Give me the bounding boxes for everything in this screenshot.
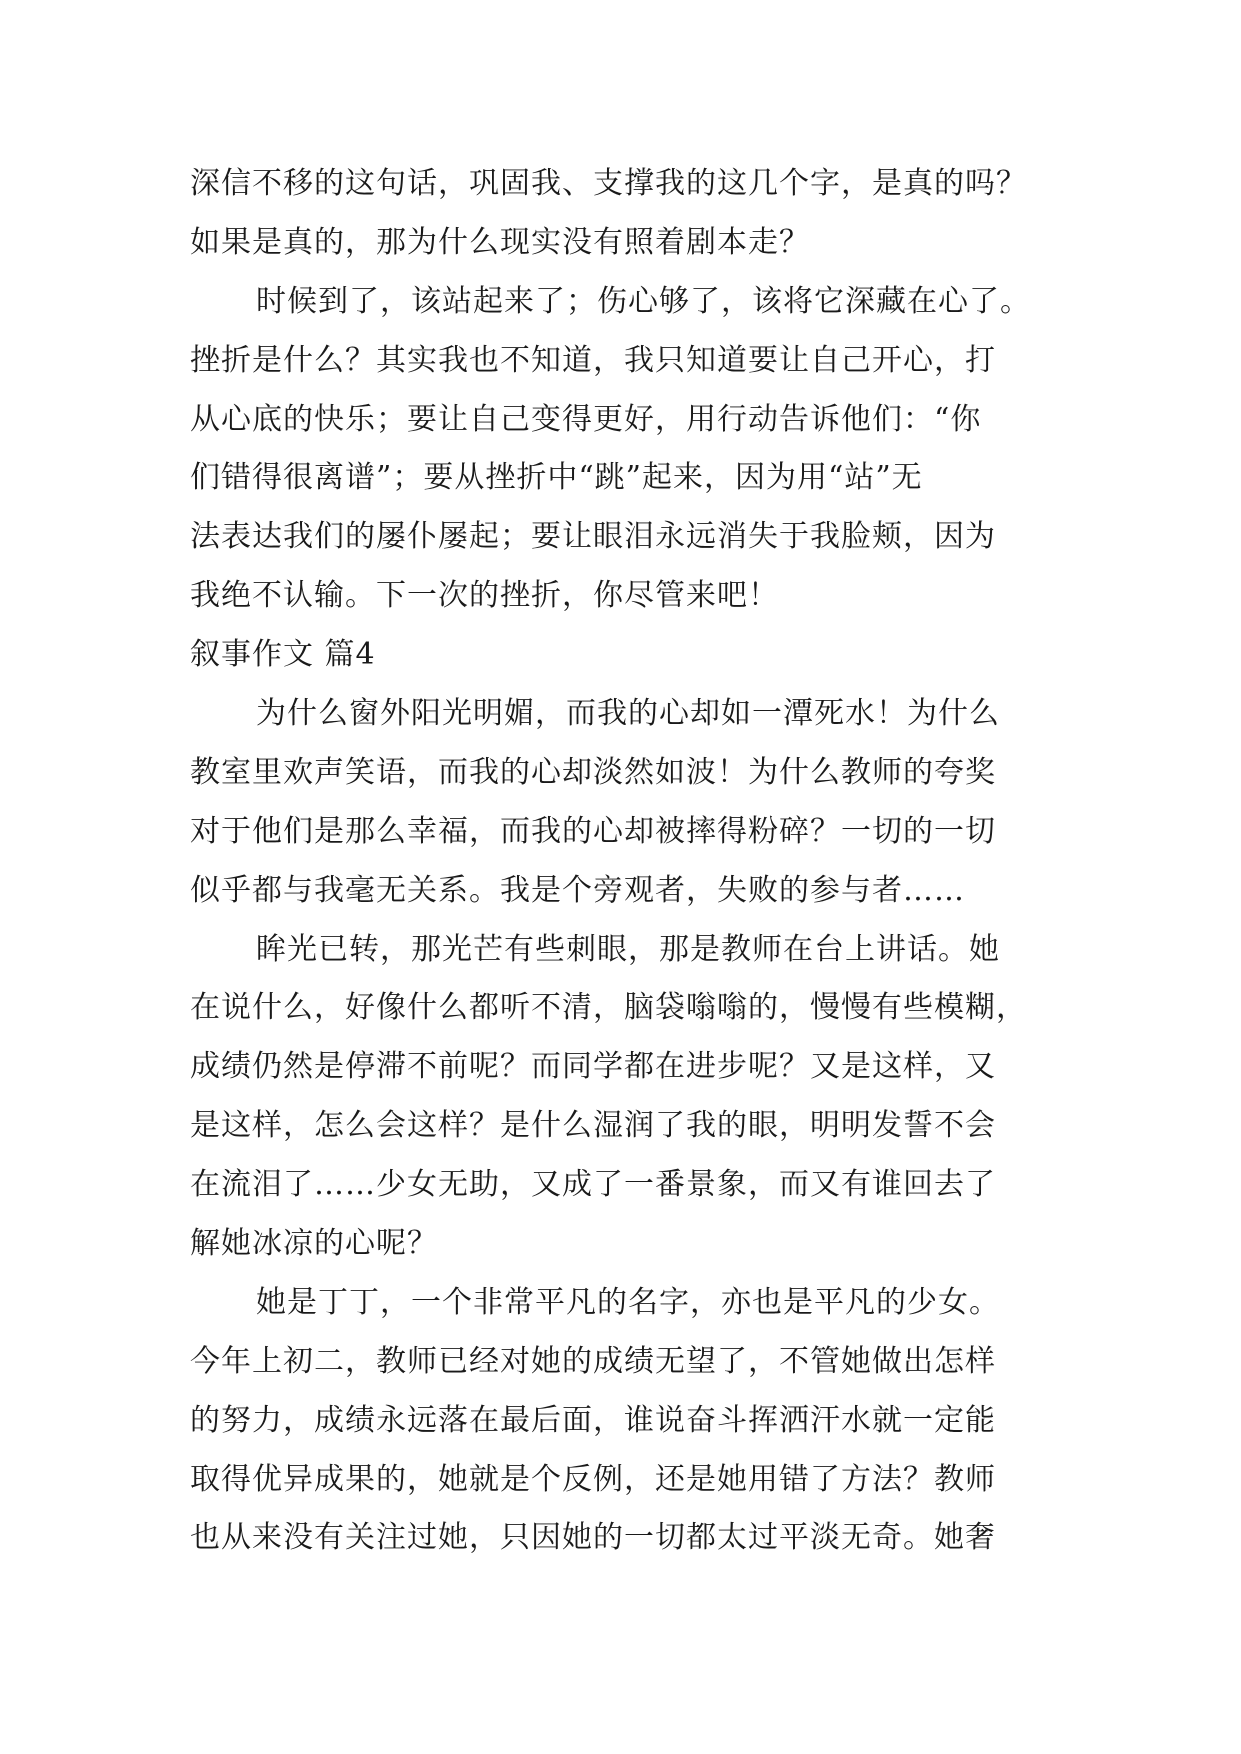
paragraph-start-line: 为什么窗外阳光明媚，而我的心却如一潭死水！为什么 — [256, 696, 1000, 732]
text-line: 从心底的快乐；要让自己变得更好，用行动告诉他们：“你 — [190, 401, 982, 437]
text-line: 挫折是什么？其实我也不知道，我只知道要让自己开心，打 — [190, 342, 996, 378]
text-line: 如果是真的，那为什么现实没有照着剧本走？ — [190, 224, 810, 260]
text-line: 们错得很离谱”；要从挫折中“跳”起来，因为用“站”无 — [190, 460, 923, 496]
text-line: 成绩仍然是停滞不前呢？而同学都在进步呢？又是这样，又 — [190, 1049, 996, 1085]
text-line: 今年上初二，教师已经对她的成绩无望了，不管她做出怎样 — [190, 1343, 996, 1379]
paragraph-start-line: 时候到了，该站起来了；伤心够了，该将它深藏在心了。 — [256, 283, 1031, 319]
text-line: 法表达我们的屡仆屡起；要让眼泪永远消失于我脸颊，因为 — [190, 519, 996, 555]
text-line: 对于他们是那么幸福，而我的心却被摔得粉碎？一切的一切 — [190, 813, 996, 849]
text-line: 也从来没有关注过她，只因她的一切都太过平淡无奇。她奢 — [190, 1520, 996, 1556]
text-line: 解她冰凉的心呢？ — [190, 1226, 438, 1262]
text-line: 在流泪了……少女无助，又成了一番景象，而又有谁回去了 — [190, 1167, 996, 1203]
text-line: 我绝不认输。下一次的挫折，你尽管来吧！ — [190, 578, 779, 614]
paragraph-start-line: 她是丁丁，一个非常平凡的名字，亦也是平凡的少女。 — [256, 1284, 1000, 1320]
text-line: 的努力，成绩永远落在最后面，谁说奋斗挥洒汗水就一定能 — [190, 1402, 996, 1438]
paragraph-start-line: 眸光已转，那光芒有些刺眼，那是教师在台上讲话。她 — [256, 931, 1000, 967]
text-line: 教室里欢声笑语，而我的心却淡然如波！为什么教师的夸奖 — [190, 754, 996, 790]
text-line: 似乎都与我毫无关系。我是个旁观者，失败的参与者…… — [190, 872, 965, 908]
section-heading: 叙事作文 篇4 — [190, 637, 376, 673]
text-line: 深信不移的这句话，巩固我、支撑我的这几个字，是真的吗？ — [190, 166, 1027, 201]
text-line: 是这样，怎么会这样？是什么湿润了我的眼，明明发誓不会 — [190, 1108, 996, 1144]
document-page — [190, 155, 1060, 1568]
text-line: 在说什么，好像什么都听不清，脑袋嗡嗡的，慢慢有些模糊， — [190, 990, 1027, 1026]
text-line: 取得优异成果的，她就是个反例，还是她用错了方法？教师 — [190, 1461, 996, 1497]
